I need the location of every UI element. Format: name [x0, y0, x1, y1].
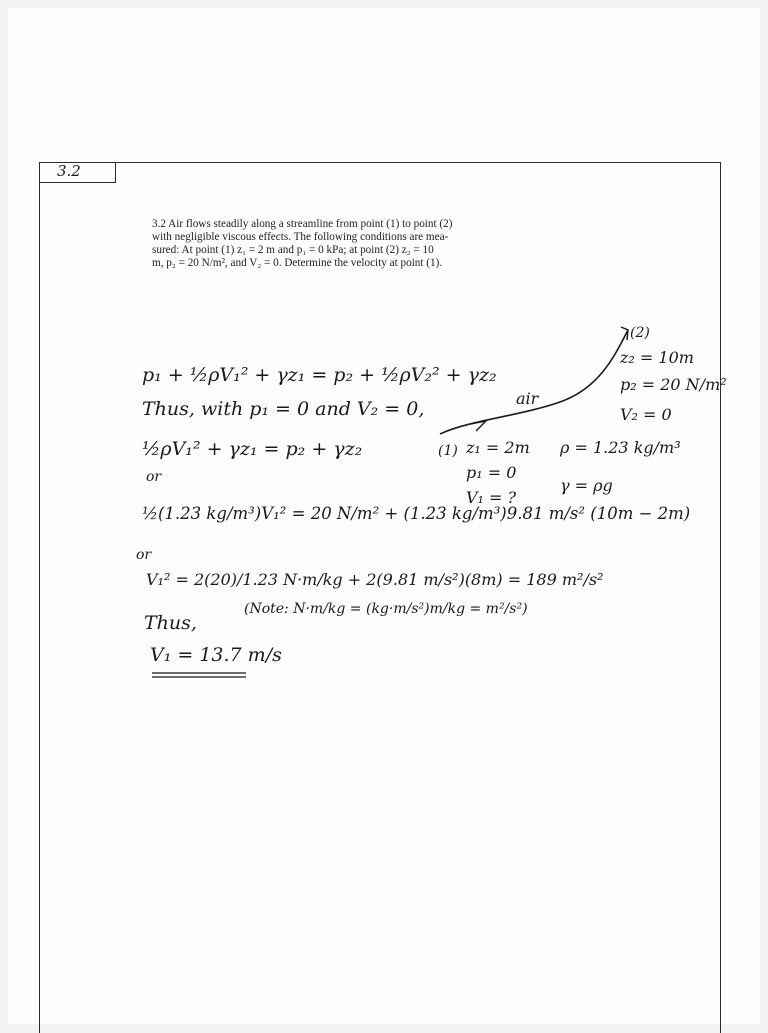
z2-value: z₂ = 10m [620, 348, 694, 367]
p1-value: p₁ = 0 [466, 463, 517, 482]
or-connector: or [136, 547, 152, 563]
or-connector: or [146, 469, 162, 485]
v2-value: V₂ = 0 [620, 405, 672, 424]
problem-line: sured: At point (1) z₁ = 2 m and p₁ = 0 kPa; at point (2) z₂ = 10 [152, 244, 434, 256]
assumption-line: Thus, with p₁ = 0 and V₂ = 0, [142, 398, 425, 420]
answer-underline [152, 673, 246, 677]
thus-label: Thus, [144, 612, 197, 634]
problem-line: m, p₂ = 20 N/m², and V₂ = 0. Determine the velocity at point (1). [152, 257, 443, 269]
problem-number: 3.2 [57, 162, 81, 180]
v1-squared-equation: V₁² = 2(20)/1.23 N·m/kg + 2(9.81 m/s²)(8m) = 189 m²/s² [146, 570, 604, 589]
problem-line: 3.2 Air flows steadily along a streamline from point (1) to point (2) [152, 218, 453, 230]
substituted-equation: ½(1.23 kg/m³)V₁² = 20 N/m² + (1.23 kg/m³)9.81 m/s² (10m − 2m) [142, 504, 691, 523]
bernoulli-equation: p₁ + ½ρV₁² + γz₁ = p₂ + ½ρV₂² + γz₂ [142, 364, 497, 386]
units-note: (Note: N·m/kg = (kg·m/s²)m/kg = m²/s²) [244, 601, 528, 617]
z1-value: z₁ = 2m [466, 438, 530, 457]
v1-value: V₁ = ? [466, 488, 517, 507]
problem-line: with negligible viscous effects. The following conditions are mea- [152, 231, 449, 243]
flow-arrow-icon [470, 421, 486, 431]
density-value: ρ = 1.23 kg/m³ [560, 438, 681, 457]
air-label: air [516, 389, 539, 408]
reduced-equation: ½ρV₁² + γz₁ = p₂ + γz₂ [142, 438, 363, 460]
final-answer: V₁ = 13.7 m/s [150, 644, 282, 666]
point2-label: (2) [630, 325, 650, 341]
specific-weight-relation: γ = ρg [560, 476, 613, 495]
p2-value: p₂ = 20 N/m² [620, 375, 727, 394]
point1-label: (1) [438, 443, 458, 459]
